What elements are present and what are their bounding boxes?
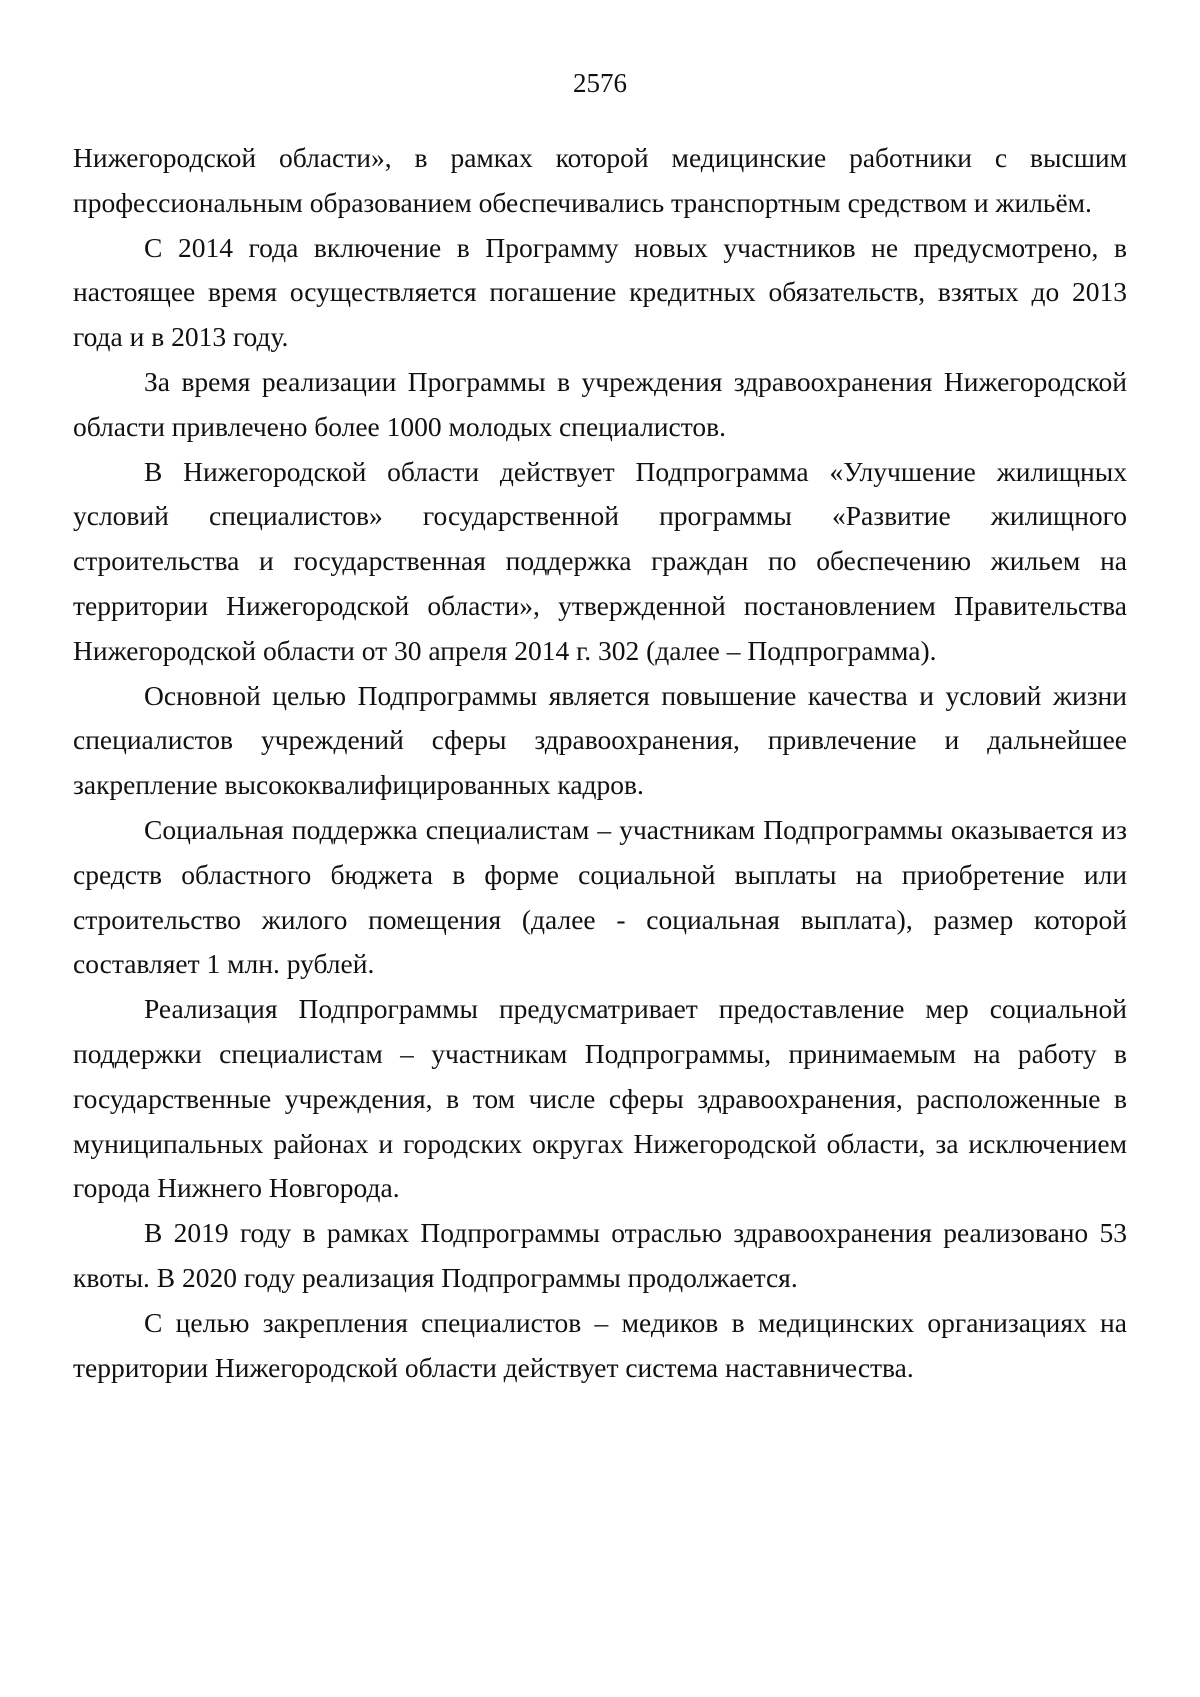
paragraph: В 2019 году в рамках Подпрограммы отраслью здравоохранения реализовано 53 квоты. В 2020 году реализация Подпрограммы продолжается. — [73, 1217, 1127, 1293]
paragraph: Социальная поддержка специалистам – участникам Подпрограммы оказывается из средств областного бюджета в форме социальной выплаты на приобретение или строительство жилого помещения (далее - социальная выплата), размер которой составляет 1 млн. рублей. — [73, 813, 1127, 980]
paragraph: Основной целью Подпрограммы является повышение качества и условий жизни специалистов учреждений сферы здравоохранения, привлечение и дальнейшее закрепление высококвалифицированных кадров. — [73, 679, 1127, 801]
paragraph: Реализация Подпрограммы предусматривает предоставление мер социальной поддержки специалистам – участникам Подпрограммы, принимаемым на работу в государственные учреждения, в том числе сферы здравоохранения, расположенные в муниципальных районах и городских округах Нижегородской области, за исключением города Нижнего Новгорода. — [73, 993, 1127, 1204]
paragraph: С целью закрепления специалистов – медиков в медицинских организациях на территории Нижегородской области действует система наставничества. — [73, 1306, 1127, 1383]
document-body — [73, 136, 1127, 1390]
page-number: 2576 — [573, 68, 627, 98]
paragraph: С 2014 года включение в Программу новых участников не предусмотрено, в настоящее время осуществляется погашение кредитных обязательств, взятых до 2013 года и в 2013 году. — [73, 231, 1127, 353]
paragraph: За время реализации Программы в учреждения здравоохранения Нижегородской области привлечено более 1000 молодых специалистов. — [73, 365, 1127, 442]
paragraph: В Нижегородской области действует Подпрограмма «Улучшение жилищных условий специалистов» государственной программы «Развитие жилищного строительства и государственная поддержка граждан по обеспечению жильем на территории Нижегородской области», утвержденной постановлением Правительства Нижегородской области от 30 апреля 2014 г. 302 (далее – Подпрограмма). — [73, 455, 1127, 666]
paragraph-continuation: Нижегородской области», в рамках которой медицинские работники с высшим профессиональным образованием обеспечивались транспортным средством и жильём. — [73, 142, 1127, 218]
